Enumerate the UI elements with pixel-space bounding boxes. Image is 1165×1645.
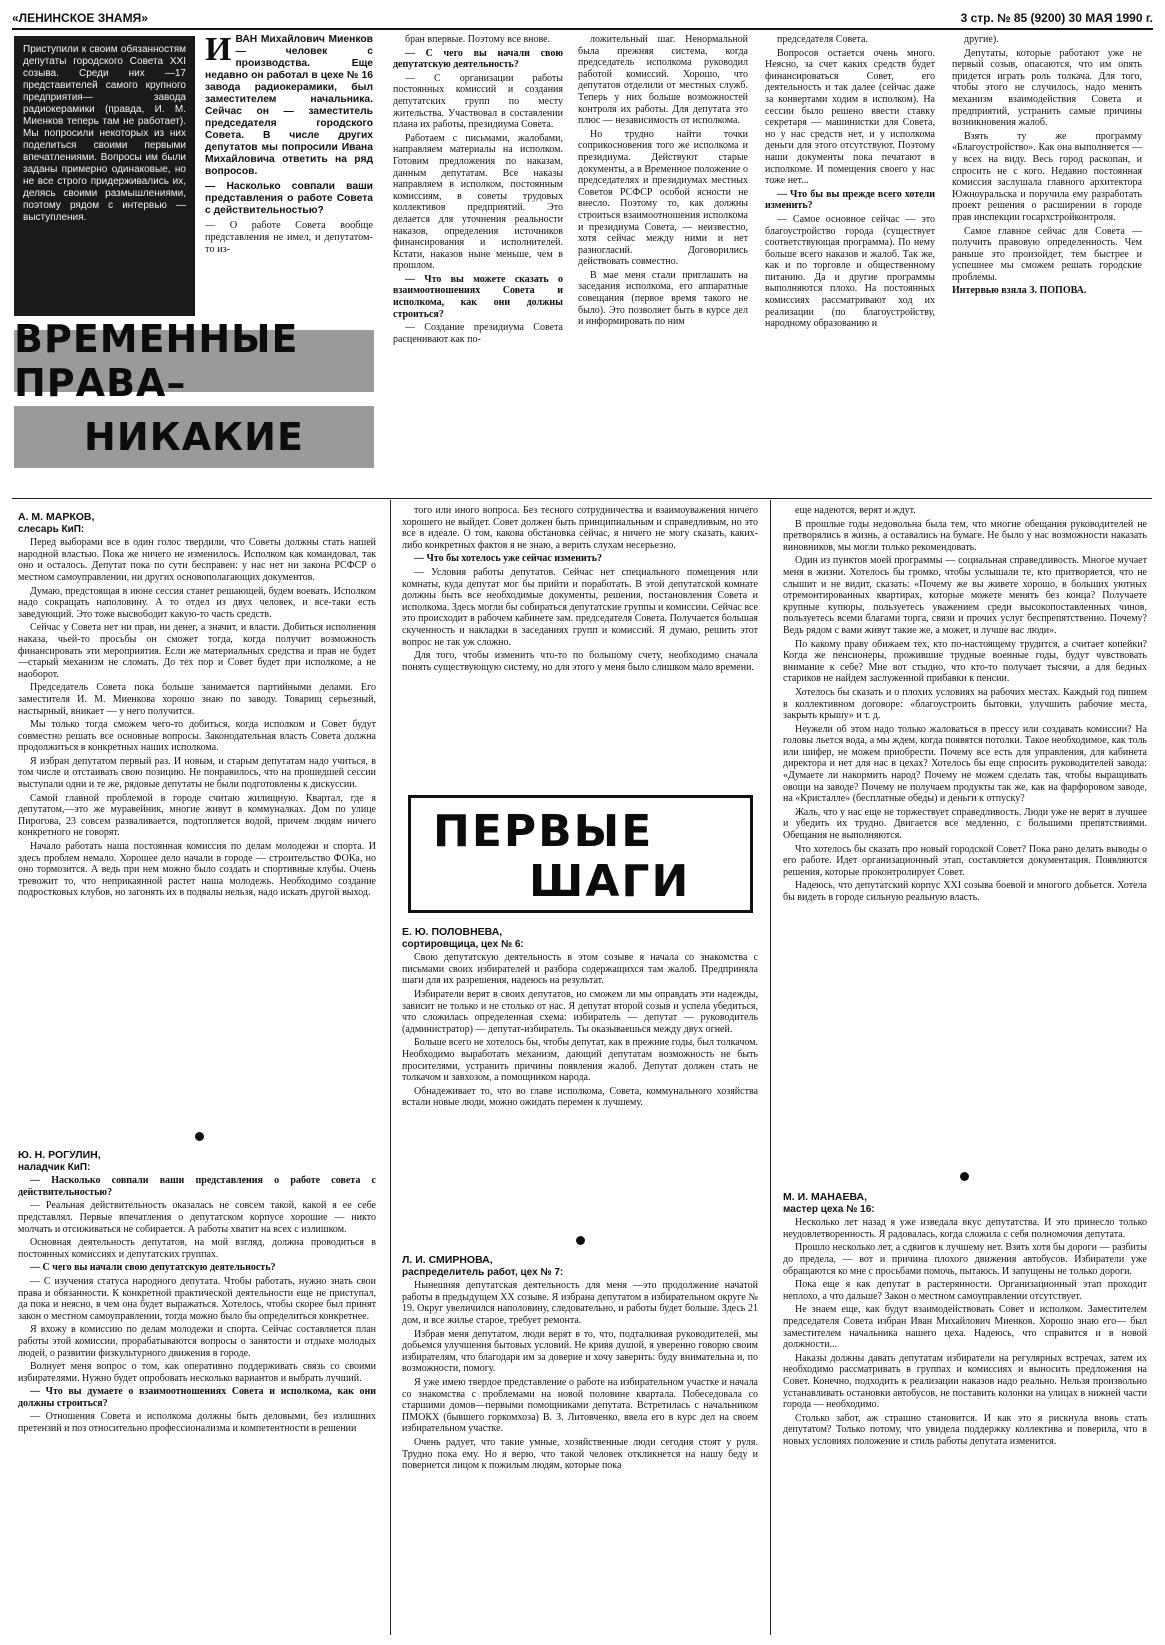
- paragraph: Обнадеживает то, что во главе исполкома, Совета, коммунального хозяйства встали новые люди, можно ожидать перемен к лучшему.: [402, 1085, 758, 1109]
- paragraph: Несколько лет назад я уже изведала вкус депутатства. И это принесло только неудовлетворенность. Я радовалась, когда сложила с себя полномочия депутата.: [783, 1217, 1147, 1240]
- paragraph: Один из пунктов моей программы — социальная справедливость. Многое мучает меня в жизни. Хотелось бы громко, чтобы услышали те, кто притворяется, что не слышит и не видит, сказать: «Почему же вы живете хорошо, в больших уютных отремонтированных квартирах, которые можете менять без конца? Получаете крупные купюры, пользуетесь уважением среди высокопоставленных чинов, пользуетесь всеми благами торга, связи и прочих услуг беспрепятственно. Почему? Ведь рядом с вами живут такие же, а может, и лучше вас люди».: [783, 555, 1147, 636]
- paragraph: Я вхожу в комиссию по делам молодежи и спорта. Сейчас составляется план работы этой комиссии, прорабатываются вопросы о занятости и отдыхе молодых людей, о развитии физкультурного движения в городе.: [18, 1324, 376, 1359]
- paragraph: Депутаты, которые работают уже не первый созыв, опасаются, что им опять придется играть роль толкача. Для того, чтобы этого не случилось, надо менять механизм взаимодействия Совета и предприятий, устранить самые причины возникновения жалоб.: [952, 47, 1142, 129]
- paragraph: Очень радует, что такие умные, хозяйственные люди сегодня стоят у руля. Трудно пока ему. Но я верю, что такой человек откликнется на нашу беду и повернется лицом к пожилым людям, которые пока: [402, 1436, 758, 1472]
- paragraph: председателя Совета.: [777, 34, 868, 45]
- paragraph: Председатель Совета пока больше занимается партийными делами. Его заместителя И. М. Миенкова хорошо знаю по заводу. Товарищ серьезный, настырный, вникает — у него получится.: [18, 682, 376, 717]
- paragraph: Самое главное сейчас для Совета — получить правовую определенность. Чем раньше это произойдет, тем быстрее и успешнее мы сможем решать городские проблемы.: [952, 225, 1142, 283]
- manaeva-article: [783, 1190, 1147, 1636]
- interview-column: [578, 34, 748, 486]
- paragraph: бран впервые. Поэтому все внове.: [405, 34, 551, 45]
- paragraph: По какому праву обижаем тех, кто по-настоящему трудится, а считает копейки? Когда же пенсионеры, прожившие трудные военные годы, будут чувствовать внимание к себе? Мне вот стыдно, что кто-то получает тысячи, а для бедных стариков не найдем заслуженной прибавки к пенсии.: [783, 638, 1147, 685]
- paragraph: — С организации работы постоянных комиссий и создания депутатских групп по месту жительства. Участвовал в составлении плана их работы, президиума Совета.: [393, 72, 563, 131]
- paragraph: Я уже имею твердое представление о работе на избирательном участке и начала со знакомства с проблемами на новой половине квартала. Побеседовала со старшими домов—первыми помощниками депутата. Встретилась с начальником ПМОКХ (бывшего горкомхоза) В. З. Литовченко, ввела его в курс дел на своем избирательном участке.: [402, 1376, 758, 1435]
- paragraph: Прошло несколько лет, а сдвигов к лучшему нет. Взять хотя бы дороги — разбиты до предела, — вот и причина плохого движения автобусов. Избиратели уже обращаются ко мне с просьбами помочь, пытаюсь. И запущены не только дороги.: [783, 1242, 1147, 1277]
- paragraph: Хотелось бы сказать и о плохих условиях на рабочих местах. Каждый год пишем в коллективном договоре: «благоустроить бытовки, улучшить рабочие места, закрыть крышу» и т. д.: [783, 686, 1147, 722]
- headline-line-1: ПЕРВЫЕ: [433, 806, 654, 857]
- interview-column: [952, 34, 1142, 486]
- paragraph: Не знаем еще, как будут взаимодействовать Совет и исполком. Заместителем председателя Совета избран Иван Михайлович Миенков. Хорошо знаю его— был заместителем начальника нашего цеха. Надеюсь, что справится и в новой должности...: [783, 1304, 1147, 1351]
- rogulin-article: [18, 1148, 376, 1636]
- paragraph: Вопросов остается очень много. Неясно, за счет каких средств будет финансироваться Совет, его деятельность и так далее (сейчас даже за конвертами ходим в исполком). На сессии было решено ввести ставку секретаря — машинистки для Совета, но у нас средств нет, и у исполкома деньги для этого отсутствуют. Поэтому наши документы пока печатают в исполкоме. И помещения своего у нас тоже нет...: [765, 47, 935, 187]
- headline-line-2: ШАГИ: [529, 856, 691, 907]
- paragraph: В мае меня стали приглашать на заседания исполкома, его аппаратные совещания (первое время такого не было). Это позволяет быть в курсе дел и информировать по ним: [578, 269, 748, 328]
- continuation-text: [402, 505, 758, 785]
- smirnova-body: [402, 1280, 758, 1472]
- headline-none: [14, 406, 374, 468]
- paragraph: — Условия работы депутатов. Сейчас нет специального помещения или комнаты, куда депутат мог бы прийти и поработать. В этой депутатской комнате должны быть все необходимые документы, решения, постановления Совета и исполкома. Здесь могли бы собираться депутатские группы и комиссии. Сейчас все это происходит в рабочем кабинете зам. председателя Совета. Получается большая скученность и накладки в заседаниях групп и комиссий. Я думаю, решить этот вопрос не так уж сложно.: [402, 566, 758, 648]
- paragraph: Мы только тогда сможем чего-то добиться, когда исполком и Совет будут совместно решать все основные вопросы. Законодательная власть Совета должна продолжиться в конкретных наших исполкома.: [18, 719, 376, 754]
- paragraph: Наказы должны давать депутатам избиратели на регулярных встречах, затем их необходимо рассматривать в группах и комиссиях и выносить предложения на Совет. Конечно, подходить к реализации наказов надо реально. Нельзя произвольно устанавливать остановки автобусов, не поставить колонки на улицах в нижней части города — необходимо.: [783, 1352, 1147, 1411]
- section-bullet: [960, 1172, 969, 1181]
- paragraph: — Что вы можете сказать о взаимоотношениях Совета и исполкома, как они должны строиться?: [393, 273, 563, 320]
- paragraph: — Что бы хотелось уже сейчас изменить?: [414, 553, 602, 565]
- markov-role: слесарь КиП:: [18, 523, 85, 535]
- paragraph: — С чего вы начали свою депутатскую деятельность?: [393, 47, 563, 71]
- lead-answer: — О работе Совета вообще представления не имел, и депутатом-то из-: [205, 220, 373, 255]
- paragraph: Думаю, предстоящая в июне сессия станет решающей, будем воевать. Исполком надо сокращать наполовину. А то отдел из двух человек, и все-таки есть заведующий. Это тоже высвободит какую-то часть средств.: [18, 585, 376, 620]
- manaeva-body: [783, 1217, 1147, 1447]
- paragraph: Что хотелось бы сказать про новый городской Совет? Пока рано делать выводы о его работе. Идет организационный этап, составляется документация. Появляются решения, которые проконтролирует Совет.: [783, 843, 1147, 878]
- polovneva-article: [402, 925, 758, 1225]
- horizontal-rule: [12, 498, 1152, 499]
- lead-interview-start: [205, 34, 373, 304]
- rogulin-name: Ю. Н. РОГУЛИН,: [18, 1149, 101, 1161]
- continuation-right-body: [783, 505, 1147, 904]
- polovneva-body: [402, 952, 758, 1109]
- markov-body: [18, 537, 376, 899]
- smirnova-article: [402, 1253, 758, 1636]
- paragraph: Начало работать наша постоянная комиссия по делам молодежи и спорта. И здесь проблем немало. Хорошее дело начали в городе — строительство ФОКа, но оно тормозится. А ведь при нем можно было создать и спортивные клубы. Очень тревожит то, что неприкаянной растет наша молодежь. Необходимо создание подростковых клубов, но загонять их в подвалы нельзя, надо искать другой выход.: [18, 841, 376, 899]
- column-rule: [390, 500, 391, 1635]
- paragraph: — Что бы вы прежде всего хотели изменить?: [765, 188, 935, 212]
- polovneva-role: сортировщица, цех № 6:: [402, 938, 524, 950]
- paragraph: Избиратели верят в своих депутатов, но сможем ли мы оправдать эти надежды, зависит не только и не столько от нас. Я депутат второй созыв и успела убедиться, что сложилась определенная схема: избиратель — депутат — руководитель (администратор) — депутат-избиратель. Ты оказываешься между двух огней.: [402, 988, 758, 1035]
- paragraph: Взять ту же программу «Благоустройство». Как она выполняется — у всех на виду. Весь город раскопан, и спросить не с кого. Недавно постоянная комиссия заслушала главного архитектора Южноуральска и поручила ему разработать проект решения о расширении в городе прав инспекции госархстройконтроля.: [952, 130, 1142, 223]
- section-bullet: [576, 1236, 585, 1245]
- paragraph: — Реальная действительность оказалась не совсем такой, какой я ее себе представлял. Первые впечатления о депутатском корпусе хорошие — никто молчать и отсиживаться не собирается. А работы хватит на всех с излишком.: [18, 1200, 376, 1235]
- markov-name: А. М. МАРКОВ,: [18, 511, 95, 523]
- paragraph: Волнует меня вопрос о том, как оперативно поддерживать связь со своими избирателями. Нужно будет опробовать несколько вариантов и выбрать лучший.: [18, 1361, 376, 1384]
- masthead-paper-name: «ЛЕНИНСКОЕ ЗНАМЯ»: [12, 11, 148, 25]
- paragraph: Самой главной проблемой в городе считаю жилищную. Квартал, где я депутатом,—это же муравейник, многие живут в коммуналках. Дом по улице Пирогова, 23 совсем разваливается, подтопляется водой, причем людям ничего конкретного не говорят.: [18, 792, 376, 839]
- paragraph: Больше всего не хотелось бы, чтобы депутат, как в прежние годы, был толкачом. Необходимо выработать механизм, дающий депутатам возможность не быть просителями, устранить причины появления жалоб. Депутат должен стать не толкачом и завхозом, а помощником народа.: [402, 1037, 758, 1084]
- continuation-text-right: [783, 505, 1147, 1165]
- paragraph: — Что вы думаете о взаимоотношениях Совета и исполкома, как они должны строиться?: [18, 1386, 376, 1409]
- masthead-issue-info: 3 стр. № 85 (9200) 30 МАЯ 1990 г.: [960, 11, 1153, 25]
- smirnova-role: распределитель работ, цех № 7:: [402, 1266, 564, 1278]
- lead-question: — Насколько совпали ваши представления о работе Совета с действительностью?: [205, 181, 373, 216]
- section-bullet: [195, 1132, 204, 1141]
- headline-line-1: ВРЕМЕННЫЕ ПРАВА–: [14, 317, 299, 405]
- drop-cap: И: [205, 34, 232, 68]
- rogulin-role: наладчик КиП:: [18, 1161, 91, 1173]
- masthead: [12, 8, 1153, 30]
- intro-box: Приступили к своим обязанностям депутаты городского Совета XXI созыва. Среди них —17 представителей самого крупного предприятия— завода радиокерамики (правда, И. М. Миенков теперь там не работает). Мы попросили некоторых из них поделиться своими первыми впечатлениями. Вопросы им были заданы примерно одинаковые, но не все строго придерживались их, делясь своими размышлениями, поэтому рядом с интервью — выступления.: [14, 36, 195, 316]
- rogulin-body: [18, 1175, 376, 1434]
- paragraph: того или иного вопроса. Без тесного сотрудничества и взаимоуважения ничего хорошего не выйдет. Совет должен быть принципиальным и справедливым, но это все в идеале. О том, какова обстановка сейчас, я ничего не могу сказать, каких-либо конкретных фактов я не знаю, а верить слухам несерьезно.: [402, 505, 758, 551]
- headline-first-steps: [408, 795, 753, 913]
- paragraph: Для того, чтобы изменить что-то по большому счету, необходимо сначала понять существующую систему, но для этого у меня было слишком мало времени.: [402, 650, 758, 673]
- paragraph: Интервью взяла З. ПОПОВА.: [952, 285, 1087, 297]
- paragraph: Основная деятельность депутатов, на мой взгляд, должна проводиться в постоянных комиссиях и депутатских группах.: [18, 1237, 376, 1260]
- manaeva-role: мастер цеха № 16:: [783, 1203, 875, 1215]
- headline-line-2: НИКАКИЕ: [84, 415, 304, 459]
- paragraph: Жаль, что у нас еще не торжествует справедливость. Люди уже не верят в лучшее и убедить их трудно. Двигается все медленно, с большими препятствиями. Обещания не выполняются.: [783, 806, 1147, 842]
- markov-article: [18, 510, 376, 1122]
- paragraph: Я избран депутатом первый раз. И новым, и старым депутатам надо учиться, в том числе и отстаивать свою позицию. Не понравилось, что на прошедшей сессии выступали одни и те же, рядовые депутаты не были подготовлены к дискуссии.: [18, 755, 376, 791]
- manaeva-name: М. И. МАНАЕВА,: [783, 1191, 868, 1203]
- polovneva-name: Е. Ю. ПОЛОВНЕВА,: [402, 926, 503, 938]
- paragraph: Избрав меня депутатом, люди верят в то, что, подталкивая руководителей, мы добьемся улучшения бытовых условий. Не кривя душой, я уверенно говорю своим избирателям, что благодаря им за доверие и хочу заверить: буду внимательна и, по возможности, помогу.: [402, 1328, 758, 1375]
- interview-column: [393, 34, 563, 486]
- paragraph: Сейчас у Совета нет ни прав, ни денег, а значит, и власти. Добиться исполнения наказа, чьей-то просьбы он сможет тогда, когда получит возможность финансировать эти мероприятия. Если же материальных средства и прав не будет—старый механизм не сломать. До тех пор и Совет будет при исполкоме, а не наоборот.: [18, 622, 376, 680]
- paragraph: — С изучения статуса народного депутата. Чтобы работать, нужно знать свои права и обязанности. К конкретной практической деятельности еще не приступал, да пока и неясно, в чем она будет выражаться. Хотелось, чтобы скорее был принят закон о местном самоуправлении, тогда можно было бы определиться конкретнее.: [18, 1275, 376, 1322]
- paragraph: Перед выборами все в один голос твердили, что Советы должны стать нашей народной властью. Пока же ничего не изменилось. Исполком как командовал, так оно и осталось. Депутат пока по сути бесправен: у нас нет ни закона РСФСР о местном самоуправлении, ни других основополагающих документов.: [18, 537, 376, 583]
- headline-temporary-rights: [14, 317, 374, 405]
- paragraph: Работаем с письмами, жалобами, направляем материалы на исполком. Готовим предложения по наказам, данным депутатам. Все наказы направляем в исполком, постоянным комиссиям, в советы трудовых коллективов предприятий. Это делается для уточнения реальности наказов, определения источников финансирования и исполнителей. Кстати, наказов ныне меньше, чем в прошлом.: [393, 132, 563, 272]
- paragraph: — Самое основное сейчас — это благоустройство города (существует соответствующая программа). По нему больше всего наказов и жалоб. Так же, как и по торговле и общественному питанию. Да и другие программы выполняются плохо. На постоянных комиссиях рассматривают ход их реализации (по благоустройству, народному образованию и: [765, 213, 935, 330]
- paragraph: Надеюсь, что депутатский корпус XXI созыва боевой и многого добьется. Хотела бы видеть в городе сильную реальную власть.: [783, 880, 1147, 903]
- paragraph: Пока еще я как депутат в растерянности. Организационный этап проходит неплохо, а что дальше? Закон о местном самоуправлении отсутствует.: [783, 1279, 1147, 1302]
- paragraph: — Отношения Совета и исполкома должны быть деловыми, без излишних претензий и поз относительно профессионализма и компетентности в решении: [18, 1411, 376, 1435]
- paragraph: Неужели об этом надо только жаловаться в прессу или создавать комиссии? На головы льется вода, а мы ждем, когда появятся потолки. Такое необходимое, как толь или шифер, не можем приобрести. Почему все есть для управления, для кабинета директора и нет для нас в цехах? Хотелось бы еще спросить руководителей завода: «Думаете ли накормить народ? Почему не можем сделать так, чтобы выращивать овощи на заводе? Почему не получаем продукты так же, как на фарфоровом заводе, на «Кристалле» (бесплатные обеды) и деньги к отпуску?: [783, 723, 1147, 805]
- continuation-body: [402, 505, 758, 673]
- paragraph: Столько забот, аж страшно становится. И как это я рискнула вновь стать депутатом? Только потому, что увидела поддержку коллектива и поверила, что в новых условиях положение и стиль работы депутата изменится.: [783, 1412, 1147, 1447]
- lead-text: ВАН Михайлович Миенков — человек с производства. Еще недавно он работал в цехе № 16 завода радиокерамики, был заместителем начальника. Сейчас он — заместитель председателя городского Совета. В числе других депутатов мы попросили Ивана Михайловича ответить на ряд вопросов.: [205, 34, 373, 177]
- paragraph: еще надеются, верят и ждут.: [795, 505, 916, 516]
- paragraph: Но трудно найти точки соприкосновения того же исполкома и президиума. Действуют старые документы, а в Временное положение о председателях и президиумах местных Советов РСФСР особой ясности не внесло. Поэтому то, как должны строиться взаимоотношения исполкома и президиума Совета, — неизвестно, хотя сейчас между ними и нет разногласий. Договорились действовать совместно.: [578, 128, 748, 268]
- paragraph: Свою депутатскую деятельность в этом созыве я начала со знакомства с письмами своих избирателей и разбора содержащихся там жалоб. Предприняла шаги для их разрешения, надеюсь на результат.: [402, 952, 758, 987]
- interview-column: [765, 34, 935, 486]
- paragraph: — С чего вы начали свою депутатскую деятельность?: [30, 1262, 276, 1274]
- paragraph: другие).: [964, 34, 999, 45]
- paragraph: В прошлые годы недовольна была тем, что многие обещания руководителей не претворялись в жизнь, а оставались на бумаге. Не было у нас возможности наказать виновников, мы могли только рекомендовать.: [783, 518, 1147, 553]
- paragraph: ложительный шаг. Ненормальной была прежняя система, когда председатель исполкома руководил работой комиссий. Хорошо, что депутатов отделили от местных служб. Теперь у них больше возможностей контроля их работы. Для депутата это плюс — независимость от исполкома.: [578, 34, 748, 127]
- paragraph: — Создание президиума Совета расценивают как по-: [393, 322, 563, 345]
- paragraph: Нынешняя депутатская деятельность для меня —это продолжение начатой работы в предыдущем XX созыве. Я избрана депутатом в избирательном округе № 19. Округ увеличился наполовину, следовательно, и работы будет больше. Здесь 21 дом, и все жилье старое, требует ремонта.: [402, 1280, 758, 1326]
- smirnova-name: Л. И. СМИРНОВА,: [402, 1254, 493, 1266]
- paragraph: — Насколько совпали ваши представления о работе совета с действительностью?: [18, 1175, 376, 1198]
- column-rule: [770, 500, 771, 1635]
